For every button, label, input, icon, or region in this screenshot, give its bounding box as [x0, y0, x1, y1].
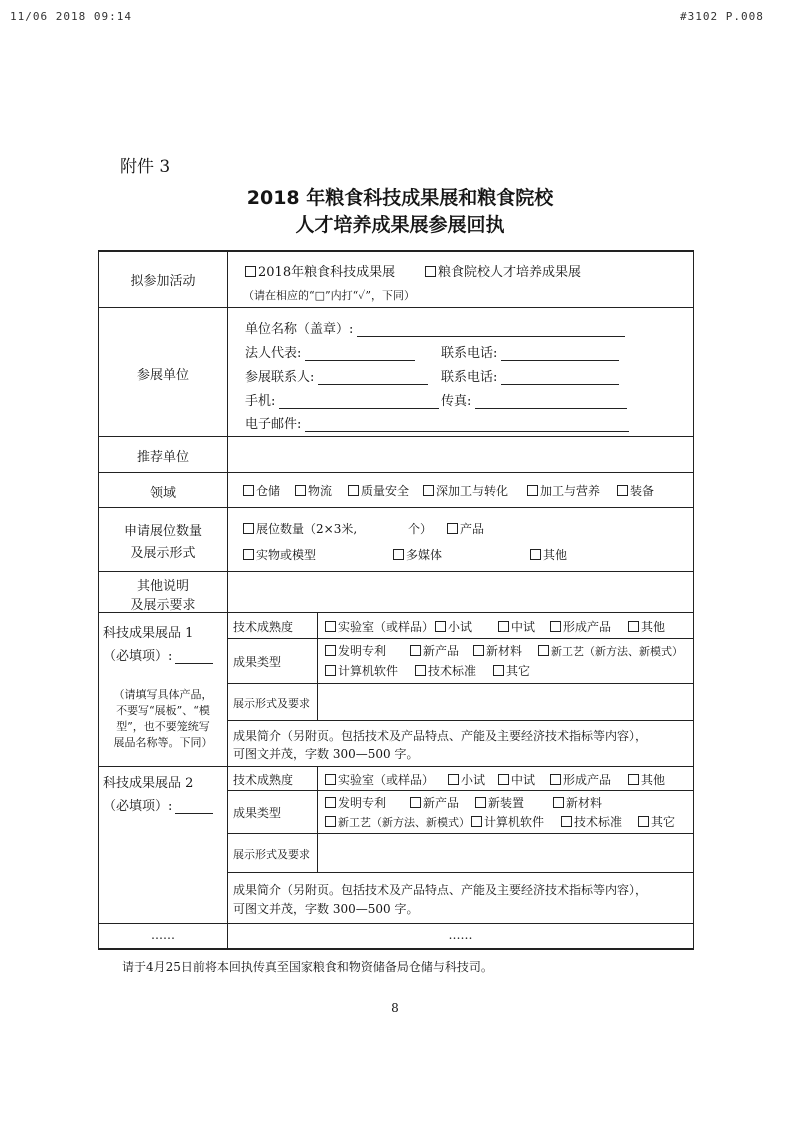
exhibit2-required[interactable]: （必填项）:	[103, 795, 213, 814]
exhibit1-hint-1: （请填写具体产品，	[113, 688, 213, 701]
checkbox-icon	[435, 621, 446, 632]
fax-header-left: 11/06 2018 09:14	[10, 10, 132, 23]
exhibit1-type-patent[interactable]: 发明专利	[325, 642, 386, 659]
exhibit1-required[interactable]: （必填项）:	[103, 645, 213, 664]
attachment-label: 附件 3	[120, 157, 171, 177]
unit-label: 参展单位	[136, 368, 189, 383]
exhibit2-type-patent[interactable]: 发明专利	[325, 794, 386, 811]
exhibit1-maturity-pilot[interactable]: 小试	[435, 618, 472, 635]
exhibit2-maturity-middle[interactable]: 中试	[498, 771, 535, 788]
exhibit1-type-new-material[interactable]: 新材料	[473, 642, 522, 659]
exhibit1-type-new-product[interactable]: 新产品	[410, 642, 459, 659]
exhibit2-type-new-material[interactable]: 新材料	[553, 794, 602, 811]
mobile-field[interactable]: 手机:	[245, 390, 439, 409]
checkbox-icon	[638, 816, 649, 827]
activity-note: （请在相应的“□”内打“✓”，下同）	[243, 289, 415, 302]
contact-person-field[interactable]: 参展联系人:	[245, 366, 428, 385]
checkbox-icon	[530, 549, 541, 560]
exhibit1-type-software[interactable]: 计算机软件	[325, 662, 398, 679]
field-option-deep-processing[interactable]: 深加工与转化	[423, 482, 508, 499]
exhibit2-type-standard[interactable]: 技术标准	[561, 813, 622, 830]
checkbox-icon	[415, 665, 426, 676]
exhibit1-maturity-middle[interactable]: 中试	[498, 618, 535, 635]
activity-label: 拟参加活动	[130, 274, 196, 289]
checkbox-icon	[295, 485, 306, 496]
checkbox-icon	[325, 797, 336, 808]
exhibit2-display-label: 展示形式及要求	[233, 848, 310, 861]
checkbox-icon	[617, 485, 628, 496]
booth-other-option[interactable]: 其他	[530, 546, 567, 563]
footer-note: 请于4月25日前将本回执传真至国家粮食和物资储备局仓储与科技司。	[122, 960, 493, 974]
exhibit2-maturity-pilot[interactable]: 小试	[448, 771, 485, 788]
checkbox-icon	[475, 797, 486, 808]
checkbox-icon	[447, 523, 458, 534]
checkbox-icon	[325, 774, 336, 785]
exhibit1-display-label: 展示形式及要求	[233, 697, 310, 710]
checkbox-icon	[425, 266, 436, 277]
checkbox-icon	[553, 797, 564, 808]
title-line-2: 人才培养成果展参展回执	[295, 214, 505, 236]
checkbox-icon	[473, 645, 484, 656]
checkbox-icon	[325, 645, 336, 656]
exhibit2-intro-line-2: 可图文并茂，字数 300—500 字。	[233, 902, 419, 916]
checkbox-icon	[423, 485, 434, 496]
exhibit1-hint-2: 不要写“展板”、“模	[116, 704, 210, 717]
exhibit1-maturity-lab[interactable]: 实验室（或样品）	[325, 618, 434, 635]
phone-field-1[interactable]: 联系电话:	[441, 342, 619, 361]
exhibit2-type-label: 成果类型	[233, 806, 282, 820]
email-field[interactable]: 电子邮件:	[245, 413, 629, 432]
exhibit2-type-new-product[interactable]: 新产品	[410, 794, 459, 811]
field-option-storage[interactable]: 仓储	[243, 482, 280, 499]
exhibit2-label: 科技成果展品 2	[103, 776, 194, 791]
exhibit2-type-new-process[interactable]: 新工艺（新方法、新模式）	[325, 814, 470, 830]
checkbox-icon	[243, 523, 254, 534]
field-option-nutrition[interactable]: 加工与营养	[527, 482, 600, 499]
exhibit2-type-new-device[interactable]: 新装置	[475, 794, 524, 811]
field-label: 领域	[149, 486, 176, 501]
checkbox-icon	[471, 816, 482, 827]
checkbox-icon	[628, 621, 639, 632]
checkbox-icon	[448, 774, 459, 785]
fax-field[interactable]: 传真:	[441, 390, 627, 409]
checkbox-icon	[498, 621, 509, 632]
exhibit2-maturity-other[interactable]: 其他	[628, 771, 665, 788]
booth-label-1: 申请展位数量	[123, 524, 202, 539]
checkbox-icon	[410, 645, 421, 656]
checkbox-icon	[550, 621, 561, 632]
booth-product-option[interactable]: 产品	[447, 520, 484, 537]
activity-option-2[interactable]: 粮食院校人才培养成果展	[425, 261, 581, 280]
checkbox-icon	[325, 621, 336, 632]
booth-model-option[interactable]: 实物或模型	[243, 546, 316, 563]
fax-header-right: #3102 P.008	[680, 10, 764, 23]
field-option-logistics[interactable]: 物流	[295, 482, 332, 499]
exhibit2-intro-line-1: 成果简介（另附页。包括技术及产品特点、产能及主要经济技术指标等内容），	[233, 883, 648, 897]
booth-count-option[interactable]: 展位数量（2×3米,	[243, 520, 357, 537]
legal-rep-field[interactable]: 法人代表:	[245, 342, 415, 361]
recommend-label: 推荐单位	[136, 450, 189, 465]
checkbox-icon	[245, 266, 256, 277]
booth-count-unit: 个）	[408, 522, 433, 536]
checkbox-icon	[410, 797, 421, 808]
title-line-1: 2018 年粮食科技成果展和粮食院校	[246, 187, 554, 209]
checkbox-icon	[550, 774, 561, 785]
ellipsis-left: ……	[151, 928, 175, 942]
ellipsis-right: ……	[448, 928, 473, 942]
checkbox-icon	[628, 774, 639, 785]
exhibit2-maturity-product[interactable]: 形成产品	[550, 771, 611, 788]
activity-option-1[interactable]: 2018年粮食科技成果展	[245, 261, 395, 280]
checkbox-icon	[498, 774, 509, 785]
field-option-equipment[interactable]: 装备	[617, 482, 654, 499]
other-notes-label-1: 其他说明	[136, 579, 189, 594]
exhibit1-hint-3: 型”，也不要笼统写	[116, 720, 210, 733]
field-option-quality[interactable]: 质量安全	[348, 482, 409, 499]
exhibit1-maturity-product[interactable]: 形成产品	[550, 618, 611, 635]
checkbox-icon	[561, 816, 572, 827]
exhibit1-intro-line-1: 成果简介（另附页。包括技术及产品特点、产能及主要经济技术指标等内容），	[233, 729, 648, 743]
exhibit1-type-label: 成果类型	[233, 655, 282, 669]
checkbox-icon	[243, 485, 254, 496]
exhibit2-type-software[interactable]: 计算机软件	[471, 813, 544, 830]
page-number: 8	[391, 1001, 399, 1015]
checkbox-icon	[527, 485, 538, 496]
exhibit1-label: 科技成果展品 1	[103, 626, 194, 641]
checkbox-icon	[243, 549, 254, 560]
unit-name-field[interactable]: 单位名称（盖章）:	[245, 318, 625, 337]
checkbox-icon	[538, 645, 549, 656]
other-notes-label-2: 及展示要求	[130, 598, 196, 613]
checkbox-icon	[493, 665, 504, 676]
phone-field-2[interactable]: 联系电话:	[441, 366, 619, 385]
exhibit1-type-new-process[interactable]: 新工艺（新方法、新模式）	[538, 643, 683, 659]
exhibit2-type-others[interactable]: 其它	[638, 813, 675, 830]
exhibit1-maturity-label: 技术成熟度	[233, 620, 294, 634]
exhibit1-type-standard[interactable]: 技术标准	[415, 662, 476, 679]
exhibit1-maturity-other[interactable]: 其他	[628, 618, 665, 635]
checkbox-icon	[348, 485, 359, 496]
exhibit1-intro-line-2: 可图文并茂，字数 300—500 字。	[233, 747, 419, 761]
checkbox-icon	[325, 665, 336, 676]
booth-media-option[interactable]: 多媒体	[393, 546, 442, 563]
exhibit1-type-others[interactable]: 其它	[493, 662, 530, 679]
booth-label-2: 及展示形式	[130, 546, 196, 561]
checkbox-icon	[325, 816, 336, 827]
exhibit2-maturity-lab[interactable]: 实验室（或样品）	[325, 771, 434, 788]
exhibit2-maturity-label: 技术成熟度	[233, 773, 294, 787]
checkbox-icon	[393, 549, 404, 560]
exhibit1-hint-4: 展品名称等。下同）	[113, 736, 213, 749]
